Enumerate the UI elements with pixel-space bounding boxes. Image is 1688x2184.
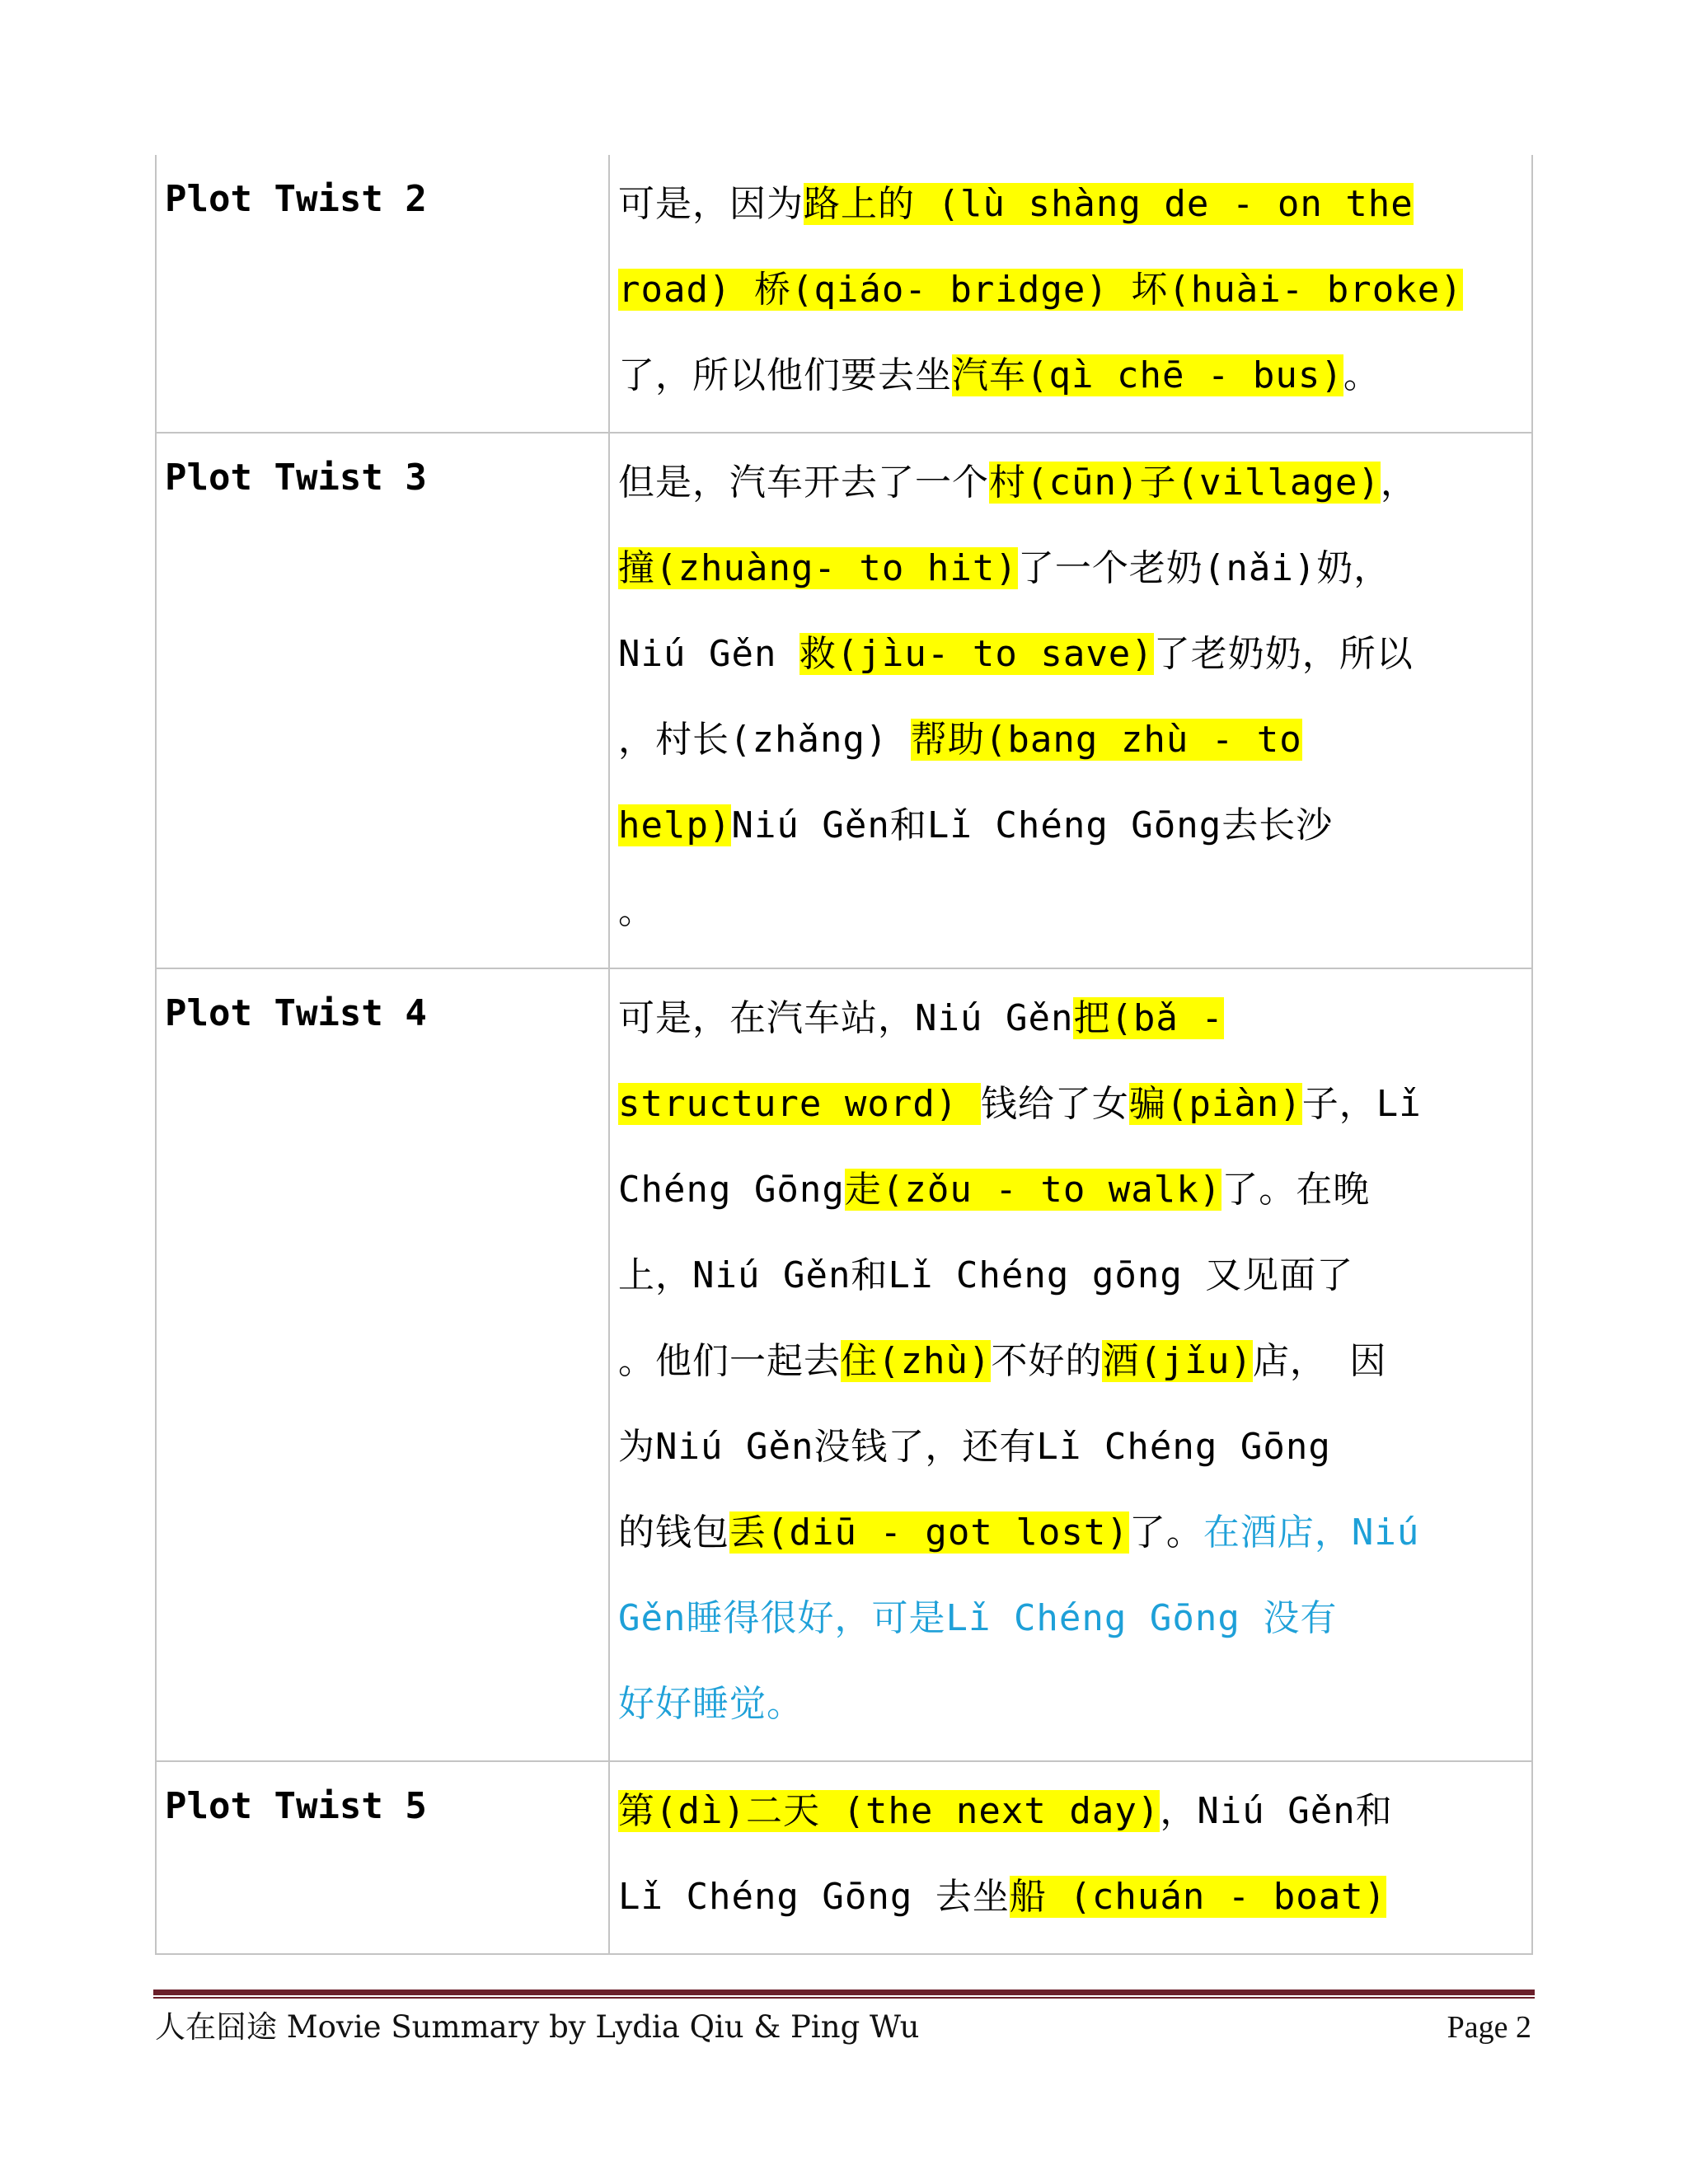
highlighted-vocab: 桥(qiáo- bridge)	[753, 269, 1109, 311]
row-label-cell	[156, 433, 609, 968]
text-segment: 可是，在汽车站，Niú Gěn	[618, 997, 1074, 1039]
text-segment: 了一个老奶(nǎi)奶，	[1017, 547, 1391, 589]
row-label-cell	[156, 155, 609, 433]
highlighted-vocab: 第(dì)二天 (the next day)	[618, 1790, 1160, 1832]
content-line	[618, 333, 1525, 419]
text-segment: 不好的	[991, 1340, 1103, 1382]
blue-sentence: 好好睡觉。	[618, 1683, 804, 1725]
footer-rule-thin	[153, 1997, 1535, 1999]
row-content-cell	[609, 968, 1532, 1761]
content-line	[618, 697, 1525, 783]
content-line	[618, 1661, 1525, 1747]
footer-rule	[153, 1990, 1535, 1995]
row-content-cell	[609, 433, 1532, 968]
text-segment: 。他们一起去	[618, 1340, 841, 1382]
content-line	[618, 247, 1525, 333]
highlighted-vocab: 住(zhù)	[841, 1340, 992, 1382]
highlighted-vocab: 救(jìu- to save)	[799, 633, 1154, 675]
content-line	[618, 526, 1525, 612]
table-row	[156, 155, 1532, 433]
text-segment: Lǐ Chéng Gōng 去坐	[618, 1876, 1010, 1918]
highlighted-vocab: 骗(piàn)	[1128, 1083, 1302, 1125]
table-row	[156, 433, 1532, 968]
row-content-cell	[609, 155, 1532, 433]
text-segment: 了，所以他们要去坐	[618, 354, 952, 396]
table-body	[156, 155, 1532, 1954]
text-segment: ，	[1380, 462, 1418, 504]
text-segment: Niú Gěn和Lǐ Chéng Gōng去长沙	[731, 804, 1334, 846]
text-segment: ，Niú Gěn和	[1160, 1790, 1393, 1832]
highlighted-vocab: structure word)	[618, 1083, 981, 1125]
content-line	[618, 1404, 1525, 1490]
text-segment: 子，Lǐ	[1301, 1083, 1422, 1125]
content-line	[618, 1147, 1525, 1233]
highlighted-vocab: 路上的 (lù shàng de - on the	[804, 183, 1414, 225]
text-segment: 可是，因为	[618, 183, 804, 225]
table-row	[156, 968, 1532, 1761]
blue-sentence: Gěn睡得很好，可是Lǐ Chéng Gōng 没有	[618, 1597, 1338, 1639]
plot-twist-label: Plot Twist 5	[165, 1785, 427, 1827]
highlighted-vocab: 村(cūn)子(village)	[989, 462, 1381, 504]
content-line	[618, 440, 1525, 526]
page-number: Page 2	[1447, 2010, 1531, 2045]
plot-twist-label: Plot Twist 4	[165, 992, 427, 1034]
text-segment: 的钱包	[618, 1511, 729, 1554]
highlighted-vocab: 撞(zhuàng- to hit)	[618, 547, 1018, 589]
highlighted-vocab: 酒(jǐu)	[1102, 1340, 1253, 1382]
content-line	[618, 1769, 1525, 1854]
highlighted-vocab: 坏(huài- broke)	[1108, 269, 1463, 311]
text-segment: 了老奶奶，所以	[1153, 633, 1414, 675]
text-segment: 为Niú Gěn没钱了，还有Lǐ Chéng Gōng	[618, 1426, 1331, 1468]
highlighted-vocab: help)	[618, 804, 732, 846]
text-segment: 了。在晚	[1221, 1169, 1371, 1211]
row-content-cell	[609, 1761, 1532, 1954]
plot-twist-label: Plot Twist 2	[165, 178, 427, 220]
text-segment: 上，Niú Gěn和Lǐ Chéng gōng 又见面了	[618, 1254, 1354, 1296]
content-line	[618, 1576, 1525, 1661]
highlighted-vocab: 船 (chuán - boat)	[1009, 1876, 1387, 1918]
blue-sentence: 在酒店，Niú	[1203, 1511, 1420, 1554]
highlighted-vocab: 丢(diū - got lost)	[729, 1511, 1129, 1554]
text-segment: Chéng Gōng	[618, 1169, 845, 1211]
footer-title: 人在囧途 Movie Summary by Lydia Qiu & Ping Wu	[155, 2009, 920, 2045]
content-line	[618, 1062, 1525, 1147]
text-segment: 了	[1128, 1511, 1166, 1554]
content-line	[618, 612, 1525, 697]
highlighted-vocab: 走(zǒu - to walk)	[844, 1169, 1222, 1211]
row-label-cell	[156, 1761, 609, 1954]
text-segment: 。	[1343, 354, 1381, 396]
highlighted-vocab: 帮助(bang zhù - to	[910, 719, 1302, 761]
plot-twist-table	[155, 155, 1533, 1955]
text-segment: 但是，汽车开去了一个	[618, 462, 989, 504]
content-line	[618, 1854, 1525, 1940]
content-line	[618, 1319, 1525, 1404]
text-segment: 。	[1165, 1511, 1203, 1554]
content-line	[618, 976, 1525, 1062]
highlighted-vocab: 把(bǎ -	[1073, 997, 1224, 1039]
table-row	[156, 1761, 1532, 1954]
text-segment: 店， 因	[1252, 1340, 1387, 1382]
plot-twist-label: Plot Twist 3	[165, 457, 427, 499]
content-line	[618, 869, 1525, 954]
content-line	[618, 162, 1525, 247]
content-line	[618, 1233, 1525, 1319]
highlighted-vocab: road)	[618, 269, 754, 311]
row-label-cell	[156, 968, 609, 1761]
text-segment: 钱给了女	[980, 1083, 1129, 1125]
content-line	[618, 1490, 1525, 1576]
text-segment: Niú Gěn	[618, 633, 799, 675]
content-line	[618, 783, 1525, 869]
highlighted-vocab: 汽车(qì chē - bus)	[952, 354, 1343, 396]
text-segment: 。	[618, 890, 655, 932]
text-segment: ，村长(zhǎng)	[618, 719, 911, 761]
